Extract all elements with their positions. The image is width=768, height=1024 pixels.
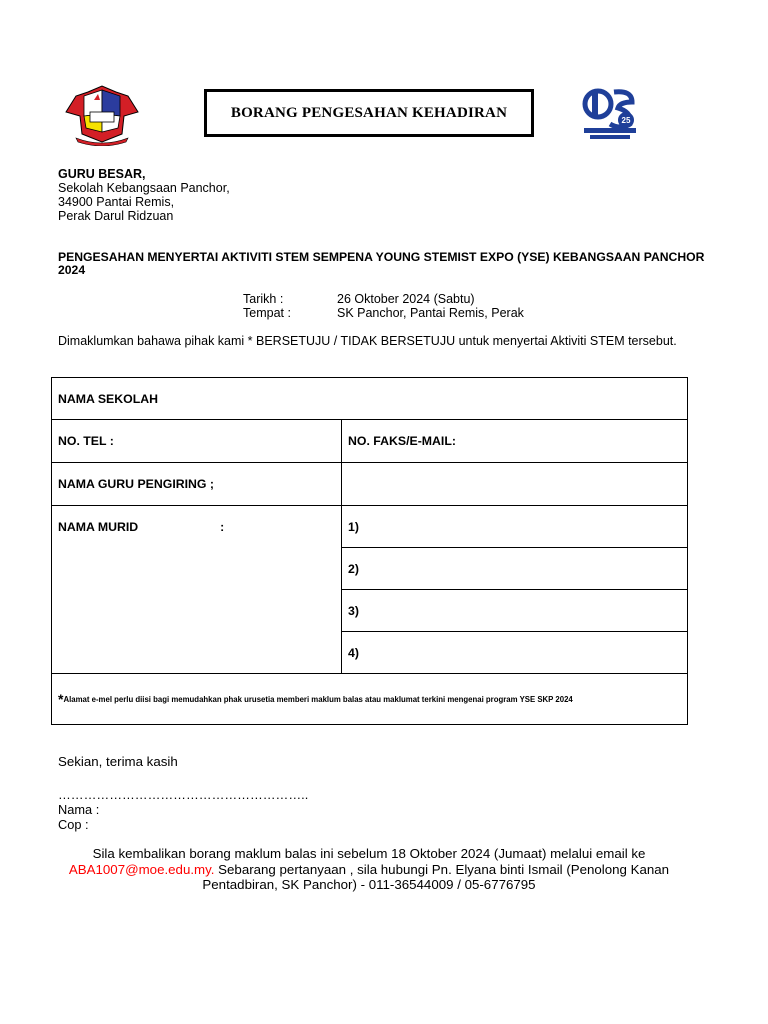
teacher-label: NAMA GURU PENGIRING ; — [58, 477, 214, 491]
contact-email-link[interactable]: ABA1007@moe.edu.my. — [68, 861, 215, 877]
student-slot-3-label: 3) — [348, 603, 359, 618]
recipient-postcode: 34900 Pantai Remis, — [58, 195, 175, 209]
email-note: Alamat e-mel perlu diisi bagi memudahkan phak urusetia memberi maklum balas atau maklumat terkini mengenai program YSE SKP 2024 — [63, 695, 573, 704]
signature-block — [58, 787, 308, 832]
recipient-school: Sekolah Kebangsaan Panchor, — [58, 181, 230, 195]
attendance-form-table — [51, 377, 688, 725]
school-name-label: NAMA SEKOLAH — [58, 391, 158, 406]
return-instructions-start: Sila kembalikan borang maklum balas ini sebelum 18 Oktober 2024 (Jumaat) melalui email ke — [92, 846, 646, 861]
fax-email-field[interactable] — [342, 420, 688, 463]
date-label: Tarikh : — [243, 292, 284, 306]
student-slot-4[interactable] — [342, 632, 688, 674]
tel-label: NO. TEL : — [58, 434, 114, 448]
svg-text:25: 25 — [621, 116, 631, 125]
stamp-label: Cop : — [58, 817, 89, 832]
name-label: Nama : — [58, 802, 100, 817]
student-slot-3[interactable] — [342, 590, 688, 632]
form-title: BORANG PENGESAHAN KEHADIRAN — [230, 104, 508, 121]
fax-email-label: NO. FAKS/E-MAIL: — [348, 434, 456, 448]
consent-notice: Dimaklumkan bahawa pihak kami * BERSETUJU / TIDAK BERSETUJU untuk menyertai Aktiviti STEM tersebut. — [58, 334, 677, 348]
student-slot-1-label: 1) — [348, 519, 359, 534]
place-value: SK Panchor, Pantai Remis, Perak — [337, 306, 524, 320]
tel-field[interactable] — [52, 420, 342, 463]
form-title-box — [204, 89, 534, 137]
recipient-state: Perak Darul Ridzuan — [58, 209, 174, 223]
student-slot-1[interactable] — [342, 506, 688, 548]
teacher-name-field[interactable] — [342, 463, 688, 506]
students-label: NAMA MURID — [58, 520, 139, 534]
letter-subject: PENGESAHAN MENYERTAI AKTIVITI STEM SEMPENA YOUNG STEMIST EXPO (YSE) KEBANGSAAN PANCHOR 2024 — [58, 250, 705, 277]
students-label-cell — [52, 506, 342, 674]
school-name-field[interactable] — [52, 378, 688, 420]
student-slot-2-label: 2) — [348, 561, 359, 576]
student-slot-2[interactable] — [342, 548, 688, 590]
email-note-cell — [52, 674, 688, 725]
closing-text: Sekian, terima kasih — [58, 754, 178, 769]
note-asterisk: * — [58, 691, 64, 707]
recipient-address — [58, 167, 230, 223]
student-slot-4-label: 4) — [348, 645, 359, 660]
students-colon: : — [220, 520, 225, 534]
return-instructions-end: Sebarang pertanyaan , sila hubungi Pn. Elyana binti Ismail (Penolong Kanan Pentadbiran, SK Panchor) - 011-36544009 / 05-6776795 — [202, 861, 670, 892]
place-label: Tempat : — [243, 306, 291, 320]
return-instructions — [58, 846, 680, 893]
program-logo — [580, 82, 640, 144]
signature-line: ………………………………………………….. — [58, 787, 309, 802]
date-value: 26 Oktober 2024 (Sabtu) — [337, 292, 475, 306]
recipient-title: GURU BESAR, — [58, 167, 146, 181]
school-crest-logo — [62, 82, 142, 146]
teacher-label-cell — [52, 463, 342, 506]
